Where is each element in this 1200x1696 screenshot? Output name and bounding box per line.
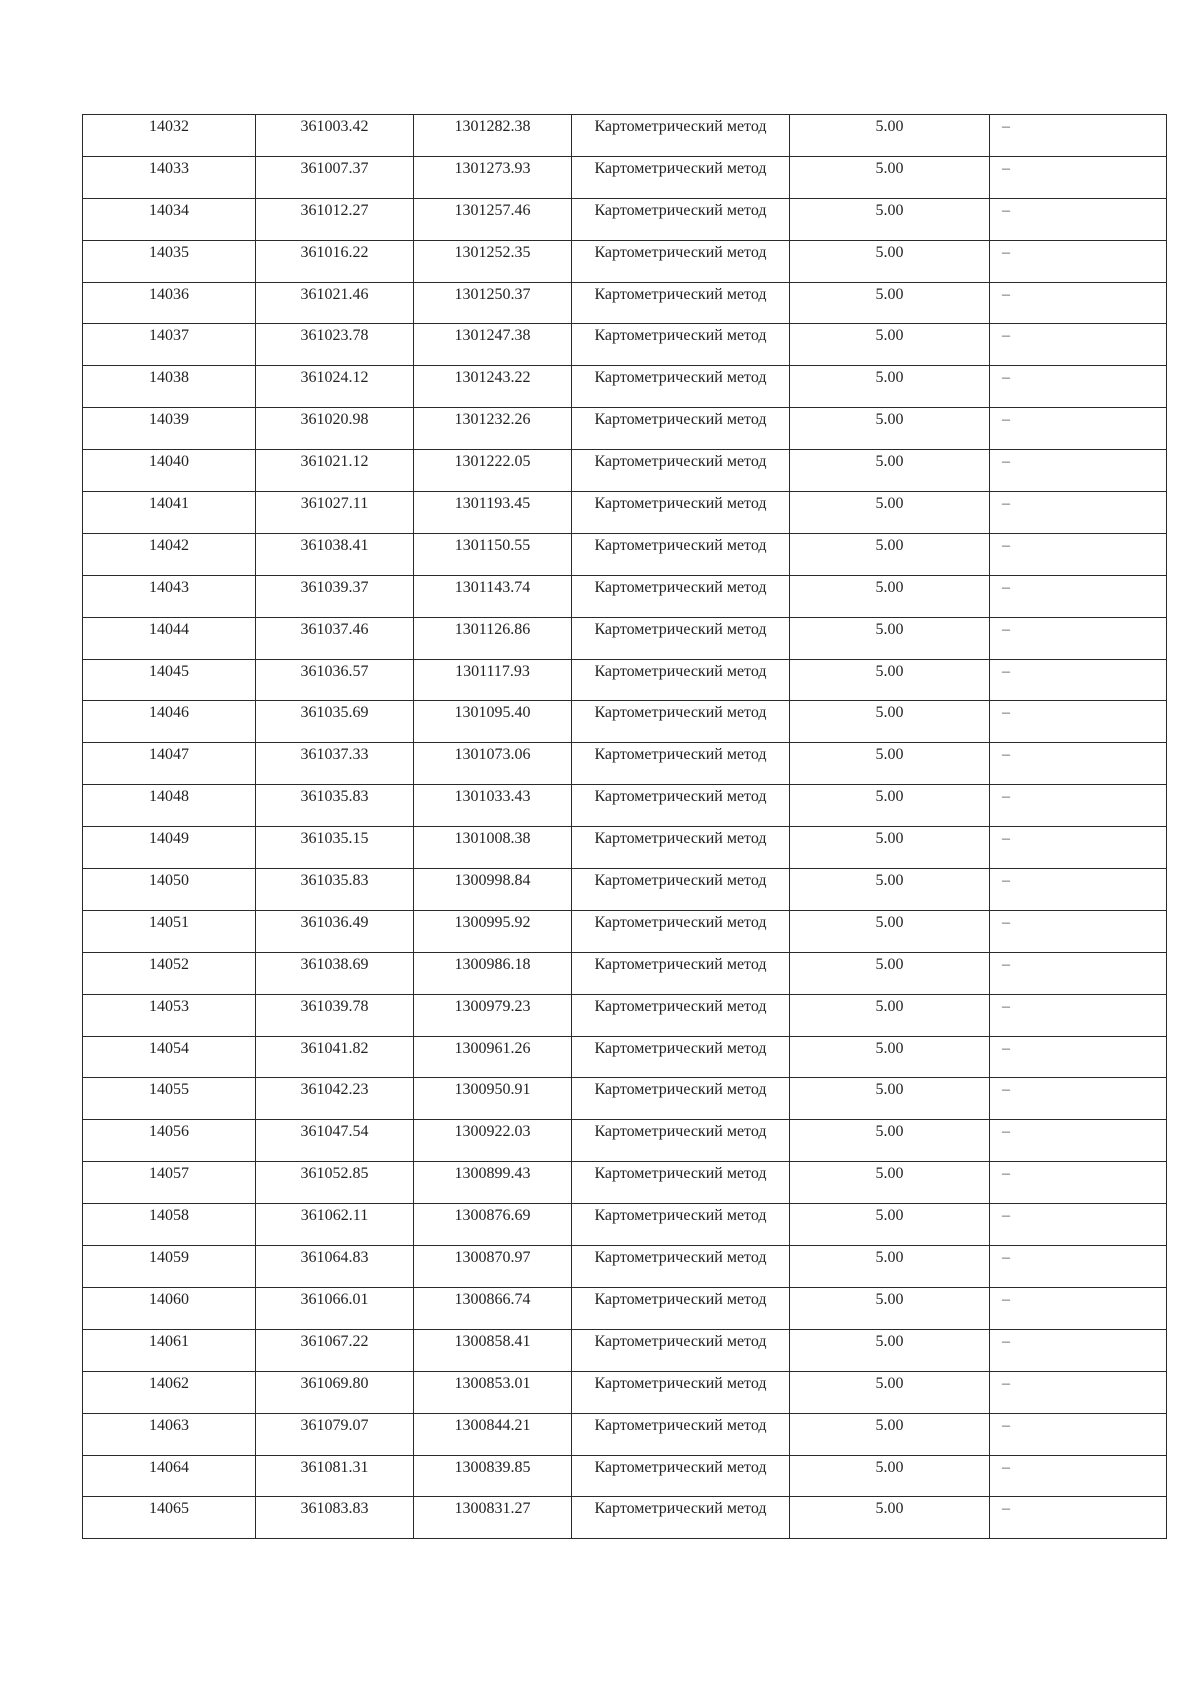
point-number-cell: 14043	[83, 575, 256, 617]
y-coordinate-cell: 1301243.22	[414, 366, 572, 408]
method-cell: Картометрический метод	[572, 408, 790, 450]
note-cell: –	[990, 1329, 1167, 1371]
accuracy-cell: 5.00	[790, 1329, 990, 1371]
x-coordinate-cell: 361035.15	[256, 827, 414, 869]
method-cell: Картометрический метод	[572, 492, 790, 534]
method-cell: Картометрический метод	[572, 701, 790, 743]
accuracy-cell: 5.00	[790, 1162, 990, 1204]
method-cell: Картометрический метод	[572, 1036, 790, 1078]
method-cell: Картометрический метод	[572, 324, 790, 366]
method-cell: Картометрический метод	[572, 533, 790, 575]
point-number-cell: 14055	[83, 1078, 256, 1120]
table-row	[83, 156, 1167, 198]
point-number-cell: 14040	[83, 450, 256, 492]
note-cell: –	[990, 1204, 1167, 1246]
x-coordinate-cell: 361069.80	[256, 1371, 414, 1413]
y-coordinate-cell: 1300844.21	[414, 1413, 572, 1455]
x-coordinate-cell: 361035.83	[256, 869, 414, 911]
method-cell: Картометрический метод	[572, 910, 790, 952]
table-row	[83, 366, 1167, 408]
y-coordinate-cell: 1300922.03	[414, 1120, 572, 1162]
table-row	[83, 1371, 1167, 1413]
accuracy-cell: 5.00	[790, 1455, 990, 1497]
method-cell: Картометрический метод	[572, 198, 790, 240]
table-row	[83, 533, 1167, 575]
y-coordinate-cell: 1301232.26	[414, 408, 572, 450]
note-cell: –	[990, 198, 1167, 240]
method-cell: Картометрический метод	[572, 366, 790, 408]
x-coordinate-cell: 361064.83	[256, 1246, 414, 1288]
x-coordinate-cell: 361038.41	[256, 533, 414, 575]
method-cell: Картометрический метод	[572, 575, 790, 617]
point-number-cell: 14044	[83, 617, 256, 659]
y-coordinate-cell: 1301117.93	[414, 659, 572, 701]
note-cell: –	[990, 1036, 1167, 1078]
table-row	[83, 282, 1167, 324]
x-coordinate-cell: 361081.31	[256, 1455, 414, 1497]
accuracy-cell: 5.00	[790, 1078, 990, 1120]
x-coordinate-cell: 361036.57	[256, 659, 414, 701]
method-cell: Картометрический метод	[572, 115, 790, 157]
accuracy-cell: 5.00	[790, 869, 990, 911]
y-coordinate-cell: 1300858.41	[414, 1329, 572, 1371]
method-cell: Картометрический метод	[572, 1120, 790, 1162]
note-cell: –	[990, 701, 1167, 743]
table-row	[83, 1078, 1167, 1120]
accuracy-cell: 5.00	[790, 785, 990, 827]
table-row	[83, 1036, 1167, 1078]
x-coordinate-cell: 361047.54	[256, 1120, 414, 1162]
table-row	[83, 617, 1167, 659]
accuracy-cell: 5.00	[790, 533, 990, 575]
method-cell: Картометрический метод	[572, 1204, 790, 1246]
table-row	[83, 1497, 1167, 1539]
x-coordinate-cell: 361038.69	[256, 952, 414, 994]
x-coordinate-cell: 361067.22	[256, 1329, 414, 1371]
method-cell: Картометрический метод	[572, 617, 790, 659]
point-number-cell: 14035	[83, 240, 256, 282]
accuracy-cell: 5.00	[790, 1036, 990, 1078]
y-coordinate-cell: 1300839.85	[414, 1455, 572, 1497]
note-cell: –	[990, 952, 1167, 994]
method-cell: Картометрический метод	[572, 1329, 790, 1371]
method-cell: Картометрический метод	[572, 952, 790, 994]
note-cell: –	[990, 1120, 1167, 1162]
x-coordinate-cell: 361052.85	[256, 1162, 414, 1204]
x-coordinate-cell: 361021.12	[256, 450, 414, 492]
accuracy-cell: 5.00	[790, 156, 990, 198]
note-cell: –	[990, 994, 1167, 1036]
accuracy-cell: 5.00	[790, 1413, 990, 1455]
accuracy-cell: 5.00	[790, 701, 990, 743]
accuracy-cell: 5.00	[790, 910, 990, 952]
x-coordinate-cell: 361037.46	[256, 617, 414, 659]
table-row	[83, 1455, 1167, 1497]
method-cell: Картометрический метод	[572, 282, 790, 324]
accuracy-cell: 5.00	[790, 408, 990, 450]
table-row	[83, 240, 1167, 282]
table-row	[83, 575, 1167, 617]
x-coordinate-cell: 361023.78	[256, 324, 414, 366]
accuracy-cell: 5.00	[790, 1497, 990, 1539]
y-coordinate-cell: 1301222.05	[414, 450, 572, 492]
note-cell: –	[990, 1371, 1167, 1413]
note-cell: –	[990, 115, 1167, 157]
accuracy-cell: 5.00	[790, 827, 990, 869]
accuracy-cell: 5.00	[790, 994, 990, 1036]
accuracy-cell: 5.00	[790, 952, 990, 994]
x-coordinate-cell: 361039.37	[256, 575, 414, 617]
note-cell: –	[990, 408, 1167, 450]
coordinates-table	[82, 114, 1167, 1539]
note-cell: –	[990, 1287, 1167, 1329]
note-cell: –	[990, 1455, 1167, 1497]
point-number-cell: 14037	[83, 324, 256, 366]
table-row	[83, 1246, 1167, 1288]
x-coordinate-cell: 361037.33	[256, 743, 414, 785]
point-number-cell: 14052	[83, 952, 256, 994]
table-row	[83, 1204, 1167, 1246]
y-coordinate-cell: 1300831.27	[414, 1497, 572, 1539]
method-cell: Картометрический метод	[572, 1078, 790, 1120]
method-cell: Картометрический метод	[572, 785, 790, 827]
note-cell: –	[990, 1078, 1167, 1120]
accuracy-cell: 5.00	[790, 659, 990, 701]
note-cell: –	[990, 240, 1167, 282]
y-coordinate-cell: 1301073.06	[414, 743, 572, 785]
note-cell: –	[990, 659, 1167, 701]
note-cell: –	[990, 575, 1167, 617]
point-number-cell: 14047	[83, 743, 256, 785]
table-row	[83, 701, 1167, 743]
accuracy-cell: 5.00	[790, 198, 990, 240]
table-row	[83, 1413, 1167, 1455]
x-coordinate-cell: 361036.49	[256, 910, 414, 952]
y-coordinate-cell: 1301033.43	[414, 785, 572, 827]
method-cell: Картометрический метод	[572, 1162, 790, 1204]
y-coordinate-cell: 1301273.93	[414, 156, 572, 198]
point-number-cell: 14054	[83, 1036, 256, 1078]
point-number-cell: 14051	[83, 910, 256, 952]
coordinates-table-body	[83, 115, 1167, 1539]
accuracy-cell: 5.00	[790, 1287, 990, 1329]
table-row	[83, 659, 1167, 701]
point-number-cell: 14065	[83, 1497, 256, 1539]
x-coordinate-cell: 361066.01	[256, 1287, 414, 1329]
point-number-cell: 14061	[83, 1329, 256, 1371]
table-row	[83, 910, 1167, 952]
accuracy-cell: 5.00	[790, 1204, 990, 1246]
y-coordinate-cell: 1301282.38	[414, 115, 572, 157]
point-number-cell: 14042	[83, 533, 256, 575]
x-coordinate-cell: 361012.27	[256, 198, 414, 240]
point-number-cell: 14050	[83, 869, 256, 911]
table-row	[83, 785, 1167, 827]
accuracy-cell: 5.00	[790, 1246, 990, 1288]
method-cell: Картометрический метод	[572, 659, 790, 701]
point-number-cell: 14034	[83, 198, 256, 240]
table-row	[83, 492, 1167, 534]
y-coordinate-cell: 1300998.84	[414, 869, 572, 911]
note-cell: –	[990, 1246, 1167, 1288]
accuracy-cell: 5.00	[790, 1120, 990, 1162]
x-coordinate-cell: 361003.42	[256, 115, 414, 157]
method-cell: Картометрический метод	[572, 994, 790, 1036]
point-number-cell: 14062	[83, 1371, 256, 1413]
accuracy-cell: 5.00	[790, 617, 990, 659]
point-number-cell: 14049	[83, 827, 256, 869]
method-cell: Картометрический метод	[572, 827, 790, 869]
y-coordinate-cell: 1300876.69	[414, 1204, 572, 1246]
y-coordinate-cell: 1301193.45	[414, 492, 572, 534]
method-cell: Картометрический метод	[572, 1497, 790, 1539]
table-row	[83, 1162, 1167, 1204]
note-cell: –	[990, 366, 1167, 408]
x-coordinate-cell: 361035.69	[256, 701, 414, 743]
accuracy-cell: 5.00	[790, 240, 990, 282]
table-row	[83, 743, 1167, 785]
note-cell: –	[990, 282, 1167, 324]
y-coordinate-cell: 1300853.01	[414, 1371, 572, 1413]
point-number-cell: 14032	[83, 115, 256, 157]
note-cell: –	[990, 1497, 1167, 1539]
accuracy-cell: 5.00	[790, 492, 990, 534]
x-coordinate-cell: 361027.11	[256, 492, 414, 534]
x-coordinate-cell: 361007.37	[256, 156, 414, 198]
table-row	[83, 198, 1167, 240]
point-number-cell: 14038	[83, 366, 256, 408]
method-cell: Картометрический метод	[572, 1371, 790, 1413]
note-cell: –	[990, 533, 1167, 575]
x-coordinate-cell: 361041.82	[256, 1036, 414, 1078]
y-coordinate-cell: 1301008.38	[414, 827, 572, 869]
point-number-cell: 14060	[83, 1287, 256, 1329]
y-coordinate-cell: 1301252.35	[414, 240, 572, 282]
point-number-cell: 14045	[83, 659, 256, 701]
x-coordinate-cell: 361020.98	[256, 408, 414, 450]
point-number-cell: 14039	[83, 408, 256, 450]
note-cell: –	[990, 1162, 1167, 1204]
y-coordinate-cell: 1300866.74	[414, 1287, 572, 1329]
point-number-cell: 14064	[83, 1455, 256, 1497]
method-cell: Картометрический метод	[572, 1413, 790, 1455]
point-number-cell: 14046	[83, 701, 256, 743]
method-cell: Картометрический метод	[572, 1287, 790, 1329]
accuracy-cell: 5.00	[790, 1371, 990, 1413]
note-cell: –	[990, 450, 1167, 492]
y-coordinate-cell: 1300899.43	[414, 1162, 572, 1204]
x-coordinate-cell: 361062.11	[256, 1204, 414, 1246]
table-row	[83, 324, 1167, 366]
note-cell: –	[990, 743, 1167, 785]
table-row	[83, 115, 1167, 157]
note-cell: –	[990, 827, 1167, 869]
table-row	[83, 1329, 1167, 1371]
note-cell: –	[990, 617, 1167, 659]
point-number-cell: 14033	[83, 156, 256, 198]
method-cell: Картометрический метод	[572, 450, 790, 492]
point-number-cell: 14048	[83, 785, 256, 827]
point-number-cell: 14057	[83, 1162, 256, 1204]
x-coordinate-cell: 361042.23	[256, 1078, 414, 1120]
accuracy-cell: 5.00	[790, 450, 990, 492]
y-coordinate-cell: 1301250.37	[414, 282, 572, 324]
table-row	[83, 827, 1167, 869]
point-number-cell: 14056	[83, 1120, 256, 1162]
y-coordinate-cell: 1301143.74	[414, 575, 572, 617]
method-cell: Картометрический метод	[572, 743, 790, 785]
method-cell: Картометрический метод	[572, 1246, 790, 1288]
accuracy-cell: 5.00	[790, 575, 990, 617]
point-number-cell: 14063	[83, 1413, 256, 1455]
table-row	[83, 408, 1167, 450]
table-row	[83, 869, 1167, 911]
note-cell: –	[990, 910, 1167, 952]
x-coordinate-cell: 361039.78	[256, 994, 414, 1036]
note-cell: –	[990, 156, 1167, 198]
accuracy-cell: 5.00	[790, 115, 990, 157]
y-coordinate-cell: 1301257.46	[414, 198, 572, 240]
y-coordinate-cell: 1300961.26	[414, 1036, 572, 1078]
y-coordinate-cell: 1300979.23	[414, 994, 572, 1036]
y-coordinate-cell: 1300950.91	[414, 1078, 572, 1120]
accuracy-cell: 5.00	[790, 366, 990, 408]
accuracy-cell: 5.00	[790, 743, 990, 785]
y-coordinate-cell: 1301247.38	[414, 324, 572, 366]
point-number-cell: 14036	[83, 282, 256, 324]
method-cell: Картометрический метод	[572, 1455, 790, 1497]
accuracy-cell: 5.00	[790, 324, 990, 366]
accuracy-cell: 5.00	[790, 282, 990, 324]
method-cell: Картометрический метод	[572, 869, 790, 911]
point-number-cell: 14053	[83, 994, 256, 1036]
y-coordinate-cell: 1301150.55	[414, 533, 572, 575]
y-coordinate-cell: 1300986.18	[414, 952, 572, 994]
table-row	[83, 1120, 1167, 1162]
method-cell: Картометрический метод	[572, 240, 790, 282]
point-number-cell: 14059	[83, 1246, 256, 1288]
x-coordinate-cell: 361035.83	[256, 785, 414, 827]
point-number-cell: 14058	[83, 1204, 256, 1246]
note-cell: –	[990, 785, 1167, 827]
x-coordinate-cell: 361079.07	[256, 1413, 414, 1455]
table-row	[83, 450, 1167, 492]
note-cell: –	[990, 492, 1167, 534]
note-cell: –	[990, 869, 1167, 911]
y-coordinate-cell: 1301126.86	[414, 617, 572, 659]
x-coordinate-cell: 361016.22	[256, 240, 414, 282]
table-row	[83, 1287, 1167, 1329]
method-cell: Картометрический метод	[572, 156, 790, 198]
y-coordinate-cell: 1300995.92	[414, 910, 572, 952]
table-row	[83, 952, 1167, 994]
x-coordinate-cell: 361021.46	[256, 282, 414, 324]
y-coordinate-cell: 1300870.97	[414, 1246, 572, 1288]
point-number-cell: 14041	[83, 492, 256, 534]
y-coordinate-cell: 1301095.40	[414, 701, 572, 743]
x-coordinate-cell: 361024.12	[256, 366, 414, 408]
note-cell: –	[990, 1413, 1167, 1455]
x-coordinate-cell: 361083.83	[256, 1497, 414, 1539]
note-cell: –	[990, 324, 1167, 366]
table-row	[83, 994, 1167, 1036]
